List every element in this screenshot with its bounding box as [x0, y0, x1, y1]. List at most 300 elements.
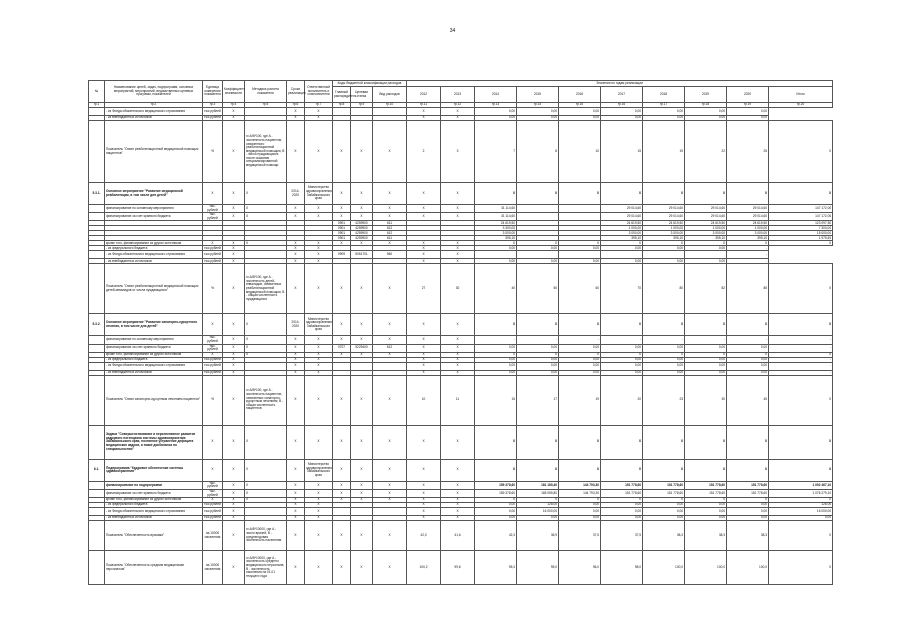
row-cell: Х — [351, 264, 373, 314]
header-vr: Вид расходов — [373, 87, 407, 103]
row-name: - из Фонда обязательного медицинского страхования — [105, 362, 203, 370]
row-cell — [559, 251, 601, 259]
row-method: n=A/B*10000, где A - численность среднего медицинского персонала; B - численность населения на 01.01 текущего года — [245, 551, 287, 585]
row-unit: Х — [203, 459, 223, 481]
row-cell: Х — [407, 489, 441, 497]
row-method: Х — [245, 183, 287, 205]
table-row — [89, 205, 833, 213]
row-cell: 0,00 — [559, 357, 601, 362]
row-cell: Х — [373, 375, 407, 425]
row-cell: Х — [287, 336, 305, 344]
row-unit: тыс.рублей — [204, 502, 221, 507]
row-cell: 0,00 — [517, 116, 559, 121]
row-cell: Х — [441, 489, 475, 497]
row-cell: Х — [287, 121, 305, 183]
row-cell: 0,00 — [601, 259, 643, 264]
row-cell: Х — [223, 481, 245, 489]
row-cell — [643, 251, 685, 259]
row-cell: 0,00 — [727, 516, 769, 521]
row-cell: 0,00 — [727, 108, 769, 116]
row-cell: Х — [601, 183, 643, 205]
table-row — [89, 481, 833, 489]
row-cell: 151 778,60 — [727, 489, 769, 497]
row-cell: Х — [769, 425, 833, 459]
row-cell: Х — [351, 459, 373, 481]
row-cell: 99,6 — [441, 551, 475, 585]
row-cell: 16 000,00 — [769, 508, 833, 516]
header-year: 2014 — [475, 87, 517, 103]
row-cell: Х — [333, 498, 351, 503]
row-cell: 159 378,60 — [475, 481, 517, 489]
row-cell: - — [769, 370, 833, 375]
row-cell: 395,10 — [475, 236, 517, 241]
row-number — [89, 362, 105, 370]
row-cell: 29 014,60 — [727, 205, 769, 213]
row-cell: Х — [223, 108, 245, 116]
row-cell: 0,00 — [601, 503, 643, 508]
row-cell: 82 — [685, 264, 727, 314]
row-cell: 0,00 — [643, 503, 685, 508]
column-number: гр.19 — [727, 103, 769, 108]
row-cell: 0,00 — [727, 508, 769, 516]
row-cell: Х — [373, 241, 407, 246]
row-cell: 4259900 — [351, 236, 373, 241]
row-cell: Х — [287, 551, 305, 585]
row-name: кроме того, финансирование из других источников — [105, 241, 203, 246]
row-cell: Х — [407, 425, 441, 459]
row-cell: 0,00 — [517, 108, 559, 116]
row-cell: Х — [287, 213, 305, 221]
row-number: 5.3.2. — [89, 314, 105, 336]
row-method — [245, 108, 287, 116]
row-name: - из внебюджетных источников — [105, 370, 203, 375]
row-cell: Х — [685, 498, 727, 503]
header-method: Методика расчета показателя — [245, 81, 287, 103]
row-cell: 0,00 — [685, 246, 727, 251]
row-cell: Х — [287, 481, 305, 489]
header-year: 2019 — [685, 87, 727, 103]
header-kbk-group: Коды бюджетной классификации расходов — [333, 81, 407, 87]
row-cell: Х — [223, 336, 245, 344]
row-cell: Х — [333, 489, 351, 497]
row-cell: Х — [305, 352, 333, 357]
row-cell: - — [727, 251, 769, 259]
row-cell: - — [769, 336, 833, 344]
program-table — [88, 80, 832, 585]
row-cell: 5229400 — [351, 344, 373, 352]
row-cell: Х — [441, 516, 475, 521]
row-cell: 0,00 — [685, 357, 727, 362]
row-cell: 0,00 — [475, 246, 517, 251]
header-grbs: Главный распорядитель — [333, 87, 351, 103]
row-cell: 0,00 — [601, 108, 643, 116]
row-cell: 0,00 — [601, 362, 643, 370]
row-cell: Х — [333, 481, 351, 489]
row-cell: Х — [373, 521, 407, 551]
row-cell: 165 055,80 — [517, 489, 559, 497]
row-name: финансирование по основному мероприятию — [105, 205, 203, 213]
row-cell: 151 778,60 — [727, 481, 769, 489]
row-cell: 0,00 — [601, 116, 643, 121]
header-name: Наименование целей, задач, подпрограмм, основных мероприятий, мероприятий, ведомственных целевых программ, показателей — [105, 81, 203, 103]
row-cell: 40 — [475, 264, 517, 314]
row-cell: 0,00 — [559, 108, 601, 116]
header-year: 2015 — [517, 87, 559, 103]
row-cell: Х — [441, 205, 475, 213]
row-cell: 15 000,00 — [769, 231, 833, 236]
row-cell: Х — [559, 498, 601, 503]
row-cell: Х — [441, 251, 475, 259]
row-cell: 15 — [475, 375, 517, 425]
row-cell: Х — [287, 344, 305, 352]
row-cell: 0,00 — [475, 116, 517, 121]
table-row — [89, 344, 833, 352]
header-coefficient: Коэффициент значимости — [223, 81, 245, 103]
row-cell: Х — [601, 241, 643, 246]
row-unit: тыс.рублей — [204, 115, 221, 120]
row-method — [245, 251, 287, 259]
row-cell: 38,3 — [643, 521, 685, 551]
row-cell: 3 300,00 — [475, 226, 517, 231]
table-row — [89, 521, 833, 551]
row-cell: 0,00 — [727, 116, 769, 121]
row-cell: Х — [373, 352, 407, 357]
row-cell: 3 000,00 — [475, 231, 517, 236]
row-cell: Х — [769, 521, 833, 551]
row-cell: 24 619,50 — [643, 221, 685, 226]
header-no: № — [89, 81, 105, 103]
row-cell: 0,00 — [685, 116, 727, 121]
row-cell: 4259900 — [351, 221, 373, 226]
row-cell: Х — [333, 425, 351, 459]
row-cell: Х — [223, 264, 245, 314]
row-unit: % — [203, 121, 223, 183]
row-cell: Х — [287, 205, 305, 213]
row-cell: Х — [223, 213, 245, 221]
row-unit: % — [203, 264, 223, 314]
row-cell: 151 778,60 — [685, 489, 727, 497]
row-unit: тыс. рублей — [203, 205, 223, 213]
row-cell — [559, 205, 601, 213]
row-cell: 0,00 — [475, 362, 517, 370]
row-number — [89, 205, 105, 213]
row-cell: Х — [305, 246, 333, 251]
row-cell: Х — [407, 498, 441, 503]
row-cell: 1 000,00 — [685, 226, 727, 231]
row-cell: Х — [559, 314, 601, 336]
row-cell: Х — [475, 352, 517, 357]
row-cell: Х — [441, 336, 475, 344]
row-cell: Х — [223, 459, 245, 481]
row-cell: Х — [769, 498, 833, 503]
table-row — [89, 459, 833, 481]
row-unit: тыс. рублей — [203, 213, 223, 221]
row-cell: Х — [407, 246, 441, 251]
row-cell: 100,0 — [643, 551, 685, 585]
row-cell: Х — [223, 375, 245, 425]
row-cell: Х — [769, 264, 833, 314]
row-cell: Х — [351, 241, 373, 246]
row-cell: 0,00 — [643, 370, 685, 375]
row-cell: 560 — [373, 251, 407, 259]
row-method: Х — [245, 498, 287, 503]
table-row — [89, 264, 833, 314]
row-name: Задача "Совершенствование и перспективное развитие кадрового потенциала системы здравоохранения Забайкальского края, поэтапное устранение дефицита медицинских кадров, а также дисбаланса по специальностям" — [105, 425, 203, 459]
row-number — [89, 425, 105, 459]
row-cell: Х — [287, 459, 305, 481]
table-row — [89, 314, 833, 336]
row-cell: Х — [223, 370, 245, 375]
row-cell: Х — [223, 503, 245, 508]
row-cell: Х — [305, 425, 333, 459]
row-unit: Х — [203, 314, 223, 336]
row-cell: 29 014,60 — [601, 205, 643, 213]
row-cell: 612 — [373, 231, 407, 236]
row-cell: Х — [351, 336, 373, 344]
row-cell: Х — [333, 121, 351, 183]
row-cell — [333, 362, 351, 370]
row-cell: Х — [441, 246, 475, 251]
row-cell: 25 — [727, 121, 769, 183]
row-cell: Х — [333, 264, 351, 314]
header-total: Итого — [769, 87, 833, 103]
row-cell: Х — [287, 425, 305, 459]
row-cell: Х — [475, 314, 517, 336]
column-number: гр.8 — [333, 103, 351, 108]
table-row — [89, 425, 833, 459]
row-cell: Х — [223, 116, 245, 121]
column-number: гр.20 — [769, 103, 833, 108]
row-cell: 23 — [643, 375, 685, 425]
row-cell: 24 619,50 — [727, 221, 769, 226]
row-cell: Х — [373, 459, 407, 481]
row-method: Х — [245, 481, 287, 489]
row-cell: 0,00 — [559, 259, 601, 264]
row-cell: 30 — [685, 375, 727, 425]
row-cell: 1 000,00 — [601, 226, 643, 231]
row-cell: 96,0 — [559, 551, 601, 585]
row-unit: тыс.рублей — [204, 356, 221, 361]
row-cell: 0,00 — [643, 357, 685, 362]
row-cell: Х — [223, 489, 245, 497]
row-cell: Х — [373, 481, 407, 489]
row-cell: 20 — [601, 375, 643, 425]
row-cell: Х — [407, 508, 441, 516]
row-cell: Х — [407, 183, 441, 205]
row-cell: Х — [441, 498, 475, 503]
row-cell: 0,00 — [643, 116, 685, 121]
row-cell: 611 — [373, 236, 407, 241]
row-cell: Х — [223, 314, 245, 336]
row-cell: 22 — [685, 121, 727, 183]
row-cell: 3 — [441, 121, 475, 183]
row-cell: 0,00 — [727, 503, 769, 508]
row-cell: Х — [223, 251, 245, 259]
column-number: гр.4 — [223, 103, 245, 108]
row-cell: 0,00 — [559, 508, 601, 516]
row-cell: 0,00 — [643, 344, 685, 352]
row-cell: Х — [305, 213, 333, 221]
row-cell: - — [727, 259, 769, 264]
row-cell: Х — [287, 352, 305, 357]
column-number: гр.17 — [643, 103, 685, 108]
row-number — [89, 121, 105, 183]
row-method: Х — [245, 489, 287, 497]
header-responsible: Ответственный исполнитель и соисполнители — [305, 81, 333, 103]
row-name: Показатель "Охват санаторно-курортным лечением пациентов" — [105, 375, 203, 425]
row-cell: 395,10 — [601, 236, 643, 241]
row-method: Х — [245, 344, 287, 352]
row-cell: Х — [407, 357, 441, 362]
row-cell: Х — [517, 183, 559, 205]
row-cell: Х — [351, 314, 373, 336]
row-unit: тыс. рублей — [203, 489, 223, 497]
row-cell: Х — [333, 521, 351, 551]
row-number — [89, 108, 105, 116]
row-cell: - — [727, 246, 769, 251]
row-cell: 37,5 — [559, 521, 601, 551]
row-cell: 100,0 — [685, 551, 727, 585]
row-cell: Х — [287, 362, 305, 370]
header-csr: Целевая статья — [351, 87, 373, 103]
row-cell: 2014-2020 — [287, 183, 305, 205]
row-cell: Х — [305, 241, 333, 246]
row-cell: - — [643, 336, 685, 344]
header-years-group: Значения по годам реализации — [407, 81, 833, 87]
row-name: - из Фонда обязательного медицинского страхования — [105, 108, 203, 116]
row-cell: 0901 — [333, 226, 351, 231]
row-cell: Х — [305, 205, 333, 213]
row-cell: 147 172,00 — [769, 213, 833, 221]
row-cell: Х — [333, 314, 351, 336]
row-cell: Х — [287, 116, 305, 121]
column-number: гр.12 — [441, 103, 475, 108]
row-number — [89, 481, 105, 489]
row-cell: Х — [441, 425, 475, 459]
row-cell: 0,00 — [475, 503, 517, 508]
row-cell: Х — [373, 213, 407, 221]
row-cell: Х — [351, 352, 373, 357]
row-number — [89, 264, 105, 314]
row-cell: Х — [601, 314, 643, 336]
row-method: Х — [245, 205, 287, 213]
row-cell: Х — [223, 551, 245, 585]
row-name: кроме того, финансирование из других источников — [105, 498, 203, 503]
row-cell: Х — [441, 503, 475, 508]
row-cell: 2014-2020 — [287, 314, 305, 336]
column-number: гр.6 — [287, 103, 305, 108]
row-cell: 0,00 — [517, 362, 559, 370]
header-year: 2018 — [643, 87, 685, 103]
row-name: финансирование за счет краевого бюджета — [105, 213, 203, 221]
row-cell: 395,10 — [643, 236, 685, 241]
row-cell: Х — [769, 241, 833, 246]
row-cell: Х — [559, 241, 601, 246]
row-cell: Х — [559, 352, 601, 357]
row-cell: 151 778,60 — [643, 489, 685, 497]
row-cell: - — [517, 336, 559, 344]
row-number — [89, 521, 105, 551]
row-cell: 0,00 — [517, 516, 559, 521]
row-cell: 395,10 — [685, 236, 727, 241]
row-cell: Х — [305, 516, 333, 521]
row-cell: 144 793,30 — [559, 489, 601, 497]
row-cell: Х — [407, 241, 441, 246]
row-cell: 10 — [407, 375, 441, 425]
row-unit: тыс.рублей — [204, 258, 221, 263]
row-cell: 0,00 — [643, 508, 685, 516]
row-cell: 29 014,60 — [685, 205, 727, 213]
row-cell — [351, 108, 373, 116]
row-cell — [333, 508, 351, 516]
row-cell: 36,9 — [517, 521, 559, 551]
row-cell: 0,00 — [685, 370, 727, 375]
header-term: Сроки реализации — [287, 81, 305, 103]
row-cell: 0,00 — [517, 344, 559, 352]
row-cell: Х — [517, 498, 559, 503]
table-row — [89, 336, 833, 344]
column-number: гр.2 — [105, 103, 203, 108]
row-cell: 5051701 — [351, 251, 373, 259]
row-cell: 38,3 — [727, 521, 769, 551]
row-cell: Х — [305, 551, 333, 585]
row-cell: Х — [559, 425, 601, 459]
row-cell: 0909 — [333, 251, 351, 259]
row-cell: Х — [351, 498, 373, 503]
row-name: Показатель "Охват реабилитационной медицинской помощью пациентов" — [105, 121, 203, 183]
table-row — [89, 251, 833, 259]
row-name: - из федерального бюджета — [105, 503, 203, 508]
column-number: гр.10 — [373, 103, 407, 108]
row-name: финансирование по основному мероприятию — [105, 336, 203, 344]
row-cell: 0,00 — [643, 516, 685, 521]
row-cell: Х — [287, 503, 305, 508]
row-cell: 0,00 — [685, 503, 727, 508]
row-cell: Х — [407, 336, 441, 344]
row-cell — [475, 251, 517, 259]
row-cell: Х — [223, 344, 245, 352]
row-name: Подпрограмма "Кадровое обеспечение системы здравоохранения" — [105, 459, 203, 481]
column-number: гр.13 — [475, 103, 517, 108]
row-cell: - — [727, 336, 769, 344]
row-cell: 7 300,00 — [769, 226, 833, 231]
row-cell: Х — [351, 375, 373, 425]
row-name: - из федерального бюджета — [105, 357, 203, 362]
row-cell — [601, 251, 643, 259]
row-cell — [685, 251, 727, 259]
row-method: Х — [245, 425, 287, 459]
row-method: Х — [245, 241, 287, 246]
row-cell: - — [559, 336, 601, 344]
row-cell: Х — [685, 241, 727, 246]
row-unit: тыс. рублей — [203, 336, 223, 344]
row-cell: 42,0 — [407, 521, 441, 551]
row-cell: - — [769, 357, 833, 362]
row-cell: Х — [351, 183, 373, 205]
row-unit: тыс.рублей — [203, 362, 223, 370]
row-cell: 0,00 — [727, 370, 769, 375]
row-cell: Министерство здравоохранения Забайкальского края — [305, 314, 333, 336]
row-cell: 0,00 — [475, 357, 517, 362]
row-cell: 95,3 — [475, 551, 517, 585]
row-cell: Х — [305, 259, 333, 264]
row-cell: 0,00 — [601, 516, 643, 521]
row-cell — [517, 205, 559, 213]
row-cell: 144 793,30 — [559, 481, 601, 489]
row-cell: Х — [223, 425, 245, 459]
row-cell: - — [601, 336, 643, 344]
row-cell — [559, 213, 601, 221]
